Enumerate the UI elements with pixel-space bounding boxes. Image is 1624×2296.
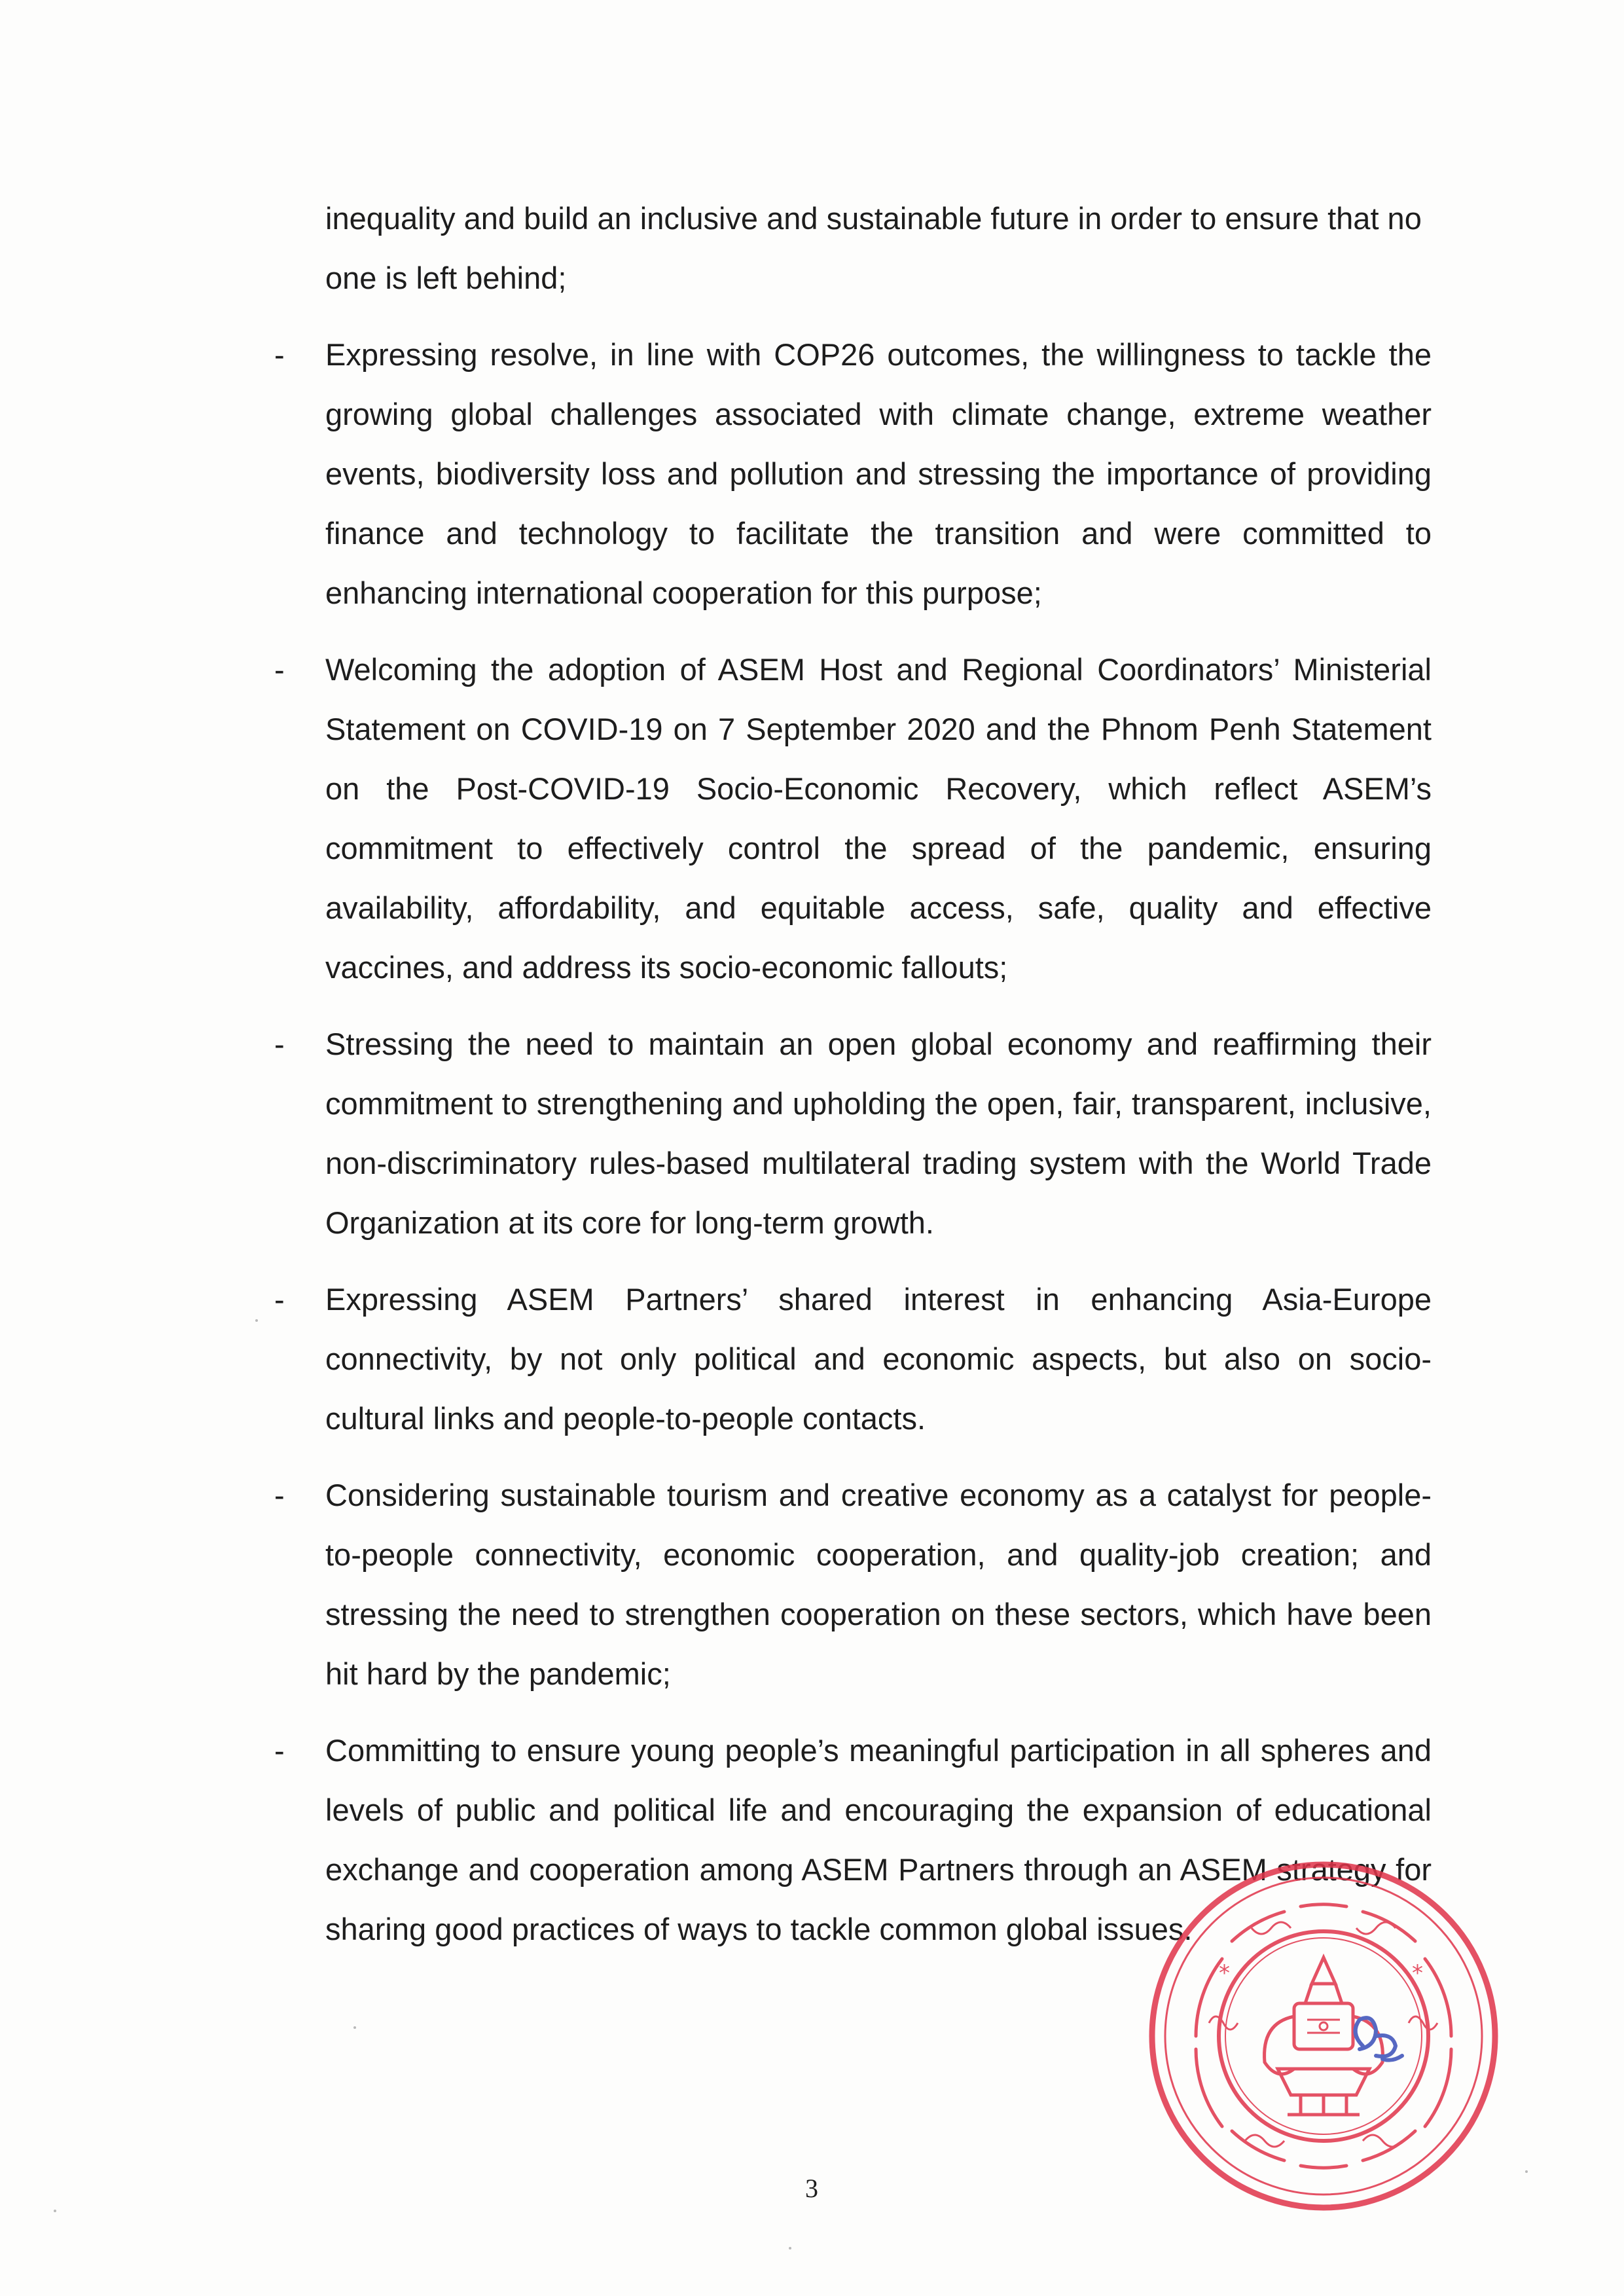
list-item-text: Welcoming the adoption of ASEM Host and Regional Coordinators’ Ministerial Statement on COVID-19 on 7 September 2020 and the Phnom Penh Statement on the Post-COVID-19 Socio-Economic Recovery, which reflect ASEM’s commitment to effectively control the spread of the pandemic, ensuring availability, affordability, and equitable access, safe, quality and effective vaccines, and address its socio-economic fallouts;: [325, 652, 1432, 985]
list-item-text: Stressing the need to maintain an open global economy and reaffirming their commitment to strengthening and upholding the open, fair, transparent, inclusive, non-discriminatory rules-based multilateral trading system with the World Trade Organization at its core for long-term growth.: [325, 1027, 1432, 1240]
bullet-dash: -: [274, 337, 285, 372]
list-item: [274, 1721, 1432, 1959]
list-item: [274, 1014, 1432, 1252]
list-item: [274, 1269, 1432, 1448]
bullet-dash: -: [274, 1027, 285, 1061]
list-item: [274, 325, 1432, 623]
bullet-dash: -: [274, 1282, 285, 1317]
document-body: [274, 189, 1432, 1976]
scan-speck: [1525, 2170, 1528, 2173]
lead-paragraph: inequality and build an inclusive and sustainable future in order to ensure that no one is left behind;: [325, 201, 1422, 295]
list-item: [274, 640, 1432, 997]
scan-speck: [54, 2210, 56, 2212]
bullet-dash: -: [274, 652, 285, 687]
list-item-text: Considering sustainable tourism and creative economy as a catalyst for people-to-people connectivity, economic cooperation, and quality-job creation; and stressing the need to strengthen cooperation on these sectors, which have been hit hard by the pandemic;: [325, 1478, 1432, 1691]
list-item-text: Expressing resolve, in line with COP26 outcomes, the willingness to tackle the growing global challenges associated with climate change, extreme weather events, biodiversity loss and pollution and stressing the importance of providing finance and technology to facilitate the transition and were committed to enhancing international cooperation for this purpose;: [325, 337, 1432, 610]
bullet-dash: -: [274, 1478, 285, 1512]
list-item-text: Expressing ASEM Partners’ shared interest in enhancing Asia-Europe connectivity, by not only political and economic aspects, but also on socio-cultural links and people-to-people contacts.: [325, 1282, 1432, 1436]
bullet-dash: -: [274, 1733, 285, 1768]
scan-speck: [789, 2247, 791, 2250]
scan-speck: [255, 1319, 258, 1322]
bullet-list: [274, 325, 1432, 1959]
page-number: 3: [805, 2174, 818, 2203]
svg-text:*: *: [1219, 1960, 1230, 1986]
list-item: [274, 1465, 1432, 1704]
svg-text:*: *: [1412, 1960, 1423, 1986]
scan-speck: [353, 2026, 356, 2029]
list-item-text: Committing to ensure young people’s meaningful participation in all spheres and levels of public and political life and encouraging the expansion of educational exchange and cooperation among ASEM Partners through an ASEM strategy for sharing good practices of ways to tackle common global issues.: [325, 1733, 1432, 1946]
